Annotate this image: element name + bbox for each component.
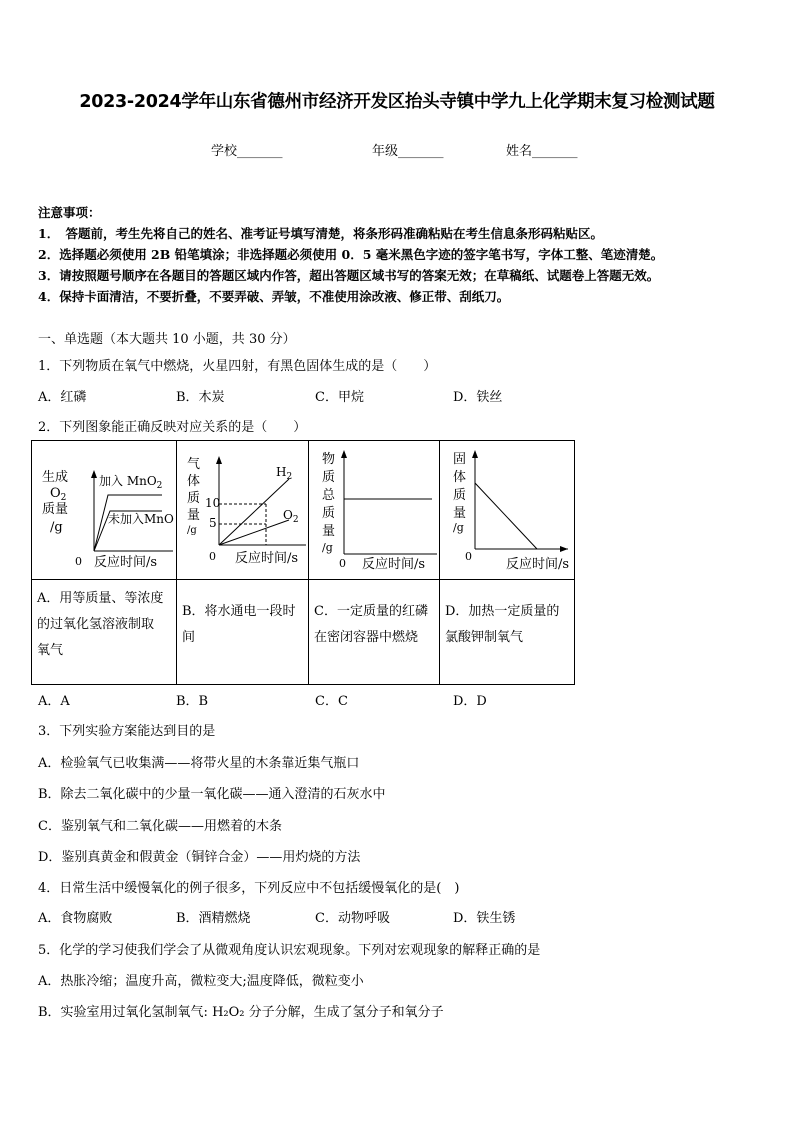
graph-c-ylabel-3: 总 xyxy=(322,488,336,503)
graph-c-ylabel-4: 质 xyxy=(322,506,336,521)
graph-a-ylabel-4: /g xyxy=(50,520,63,535)
graph-c-ylabel-6: /g xyxy=(322,541,333,554)
graph-d-origin: 0 xyxy=(465,550,472,563)
q4-option-c: C．动物呼吸 xyxy=(315,911,390,926)
graph-c-cell xyxy=(309,441,440,580)
graph-b-ylabel-1: 气 xyxy=(187,457,201,472)
question-2-stem: 2．下列图象能正确反映对应关系的是（ ） xyxy=(38,420,307,435)
caption-b xyxy=(177,580,309,685)
graph-d-ylabel-3: 质 xyxy=(453,488,467,503)
caption-c xyxy=(309,580,440,685)
caption-d-line: 氯酸钾制氧气 xyxy=(445,630,524,645)
graph-b-line-h2 xyxy=(219,479,289,545)
graph-d-ylabel-1: 固 xyxy=(453,452,467,467)
q2-option-c: C．C xyxy=(315,694,348,709)
q3-option-d: D．鉴别真黄金和假黄金（铜锌合金）——用灼烧的方法 xyxy=(38,850,361,865)
graph-b-ylabel-4: 量 xyxy=(187,508,201,523)
q1-option-a: A．红磷 xyxy=(38,390,87,405)
graph-a-xlabel: 反应时间/s xyxy=(94,555,158,570)
graph-c-ylabel-2: 质 xyxy=(322,470,336,485)
graph-d-x-arrow xyxy=(560,546,568,552)
question-3-stem: 3．下列实验方案能达到目的是 xyxy=(38,724,216,739)
caption-c-line: 在密闭容器中燃烧 xyxy=(314,630,419,645)
caption-a-line: 的过氧化氢溶液制取 xyxy=(37,617,155,632)
graph-b-ylabel-5: /g xyxy=(187,525,197,536)
q2-option-a: A．A xyxy=(38,694,70,709)
graph-c-ylabel-1: 物 xyxy=(322,452,336,467)
q2-option-b: B．B xyxy=(176,694,209,709)
graph-a-label-catalyst: 加入 MnO$_2$ xyxy=(99,474,163,491)
note-item: 3．请按照题号顺序在各题目的答题区域内作答，超出答题区域书写的答案无效；在草稿纸、试题卷上答题无效。 xyxy=(38,268,660,283)
name-field: 姓名_______ xyxy=(506,144,578,159)
graph-b-origin: 0 xyxy=(209,550,216,563)
graph-a-ylabel-1: 生成 xyxy=(42,470,69,485)
graph-d-ylabel-5: /g xyxy=(453,521,464,534)
caption-d xyxy=(440,580,575,685)
graph-b-ylabel-2: 体 xyxy=(187,474,201,489)
q2-option-d: D．D xyxy=(453,694,487,709)
graph-b-xlabel: 反应时间/s xyxy=(235,551,299,566)
q3-option-c: C．鉴别氧气和二氧化碳——用燃着的木条 xyxy=(38,819,282,834)
caption-b-line: 间 xyxy=(182,630,196,645)
graph-a-label-no-catalyst: 未加入MnO xyxy=(108,512,174,526)
graph-b-cell xyxy=(177,441,309,580)
graph-b-label-o2: $O_2$ xyxy=(283,508,299,525)
graph-b-tick-5: 5 xyxy=(209,516,217,530)
graph-a xyxy=(32,441,176,575)
graph-c xyxy=(309,441,439,575)
notes-heading: 注意事项： xyxy=(38,205,101,220)
caption-c-line: C．一定质量的红磷 xyxy=(314,604,428,619)
graph-c-xlabel: 反应时间/s xyxy=(362,557,426,572)
q1-option-c: C．甲烷 xyxy=(315,390,364,405)
caption-b-line: B．将水通电一段时 xyxy=(182,604,296,619)
graph-table xyxy=(31,440,575,685)
graph-d-y-arrow xyxy=(472,450,478,458)
caption-a xyxy=(32,580,177,685)
grade-field: 年级_______ xyxy=(372,144,444,159)
q4-option-a: A．食物腐败 xyxy=(38,911,113,926)
graph-b-tick-10: 10 xyxy=(205,496,221,510)
graph-d-line xyxy=(475,483,537,549)
question-1-stem: 1．下列物质在氧气中燃烧，火星四射，有黑色固体生成的是（ ） xyxy=(38,359,437,374)
caption-d-line: D．加热一定质量的 xyxy=(445,604,560,619)
question-4-stem: 4．日常生活中缓慢氧化的例子很多，下列反应中不包括缓慢氧化的是( ) xyxy=(38,881,460,896)
graph-d-cell xyxy=(440,441,575,580)
note-item: 1． 答题前，考生先将自己的姓名、准考证号填写清楚，将条形码准确粘贴在考生信息条形码粘贴区。 xyxy=(38,226,603,241)
graph-d-ylabel-2: 体 xyxy=(453,470,467,485)
school-field: 学校_______ xyxy=(211,144,283,159)
graph-b-ylabel-3: 质 xyxy=(187,491,201,506)
graph-a-origin: 0 xyxy=(75,555,82,568)
q1-option-d: D．铁丝 xyxy=(453,390,503,405)
page-title: 2023-2024学年山东省德州市经济开发区抬头寺镇中学九上化学期末复习检测试题 xyxy=(79,92,715,112)
q4-option-b: B．酒精燃烧 xyxy=(176,911,251,926)
q3-option-a: A．检验氧气已收集满——将带火星的木条靠近集气瓶口 xyxy=(38,756,360,771)
graph-a-y-arrow xyxy=(91,470,97,478)
q5-option-b: B．实验室用过氧化氢制氧气: H₂O₂ 分子分解，生成了氢分子和氧分子 xyxy=(38,1005,444,1020)
graph-c-origin: 0 xyxy=(339,557,346,570)
q1-option-b: B．木炭 xyxy=(176,390,225,405)
graph-a-cell xyxy=(32,441,177,580)
graph-d-xlabel: 反应时间/s xyxy=(506,557,570,572)
q5-option-a: A．热胀冷缩；温度升高，微粒变大;温度降低，微粒变小 xyxy=(38,974,364,989)
caption-a-line: A．用等质量、等浓度 xyxy=(37,591,164,606)
note-item: 4．保持卡面清洁，不要折叠，不要弄破、弄皱，不准使用涂改液、修正带、刮纸刀。 xyxy=(38,289,510,304)
graph-d xyxy=(440,441,574,575)
graph-b xyxy=(177,441,308,575)
q3-option-b: B．除去二氧化碳中的少量一氧化碳——通入澄清的石灰水中 xyxy=(38,787,386,802)
graph-b-label-h2: $H_2$ xyxy=(276,465,293,482)
graph-d-ylabel-4: 量 xyxy=(453,506,467,521)
graph-b-y-arrow xyxy=(216,456,222,464)
caption-a-line: 氧气 xyxy=(37,643,64,658)
q4-option-d: D．铁生锈 xyxy=(453,911,516,926)
note-item: 2．选择题必须使用 2B 铅笔填涂；非选择题必须使用 0．5 毫米黑色字迹的签字笔书写，字体工整、笔迹清楚。 xyxy=(38,247,664,262)
graph-a-ylabel-2: $O_2$ xyxy=(50,486,67,503)
graph-c-y-arrow xyxy=(341,450,347,458)
question-5-stem: 5．化学的学习使我们学会了从微观角度认识宏观现象。下列对宏观现象的解释正确的是 xyxy=(38,943,541,958)
graph-a-ylabel-3: 质量 xyxy=(42,502,69,517)
graph-c-ylabel-5: 量 xyxy=(322,524,336,539)
section-heading: 一、单选题（本大题共 10 小题，共 30 分） xyxy=(38,332,296,347)
